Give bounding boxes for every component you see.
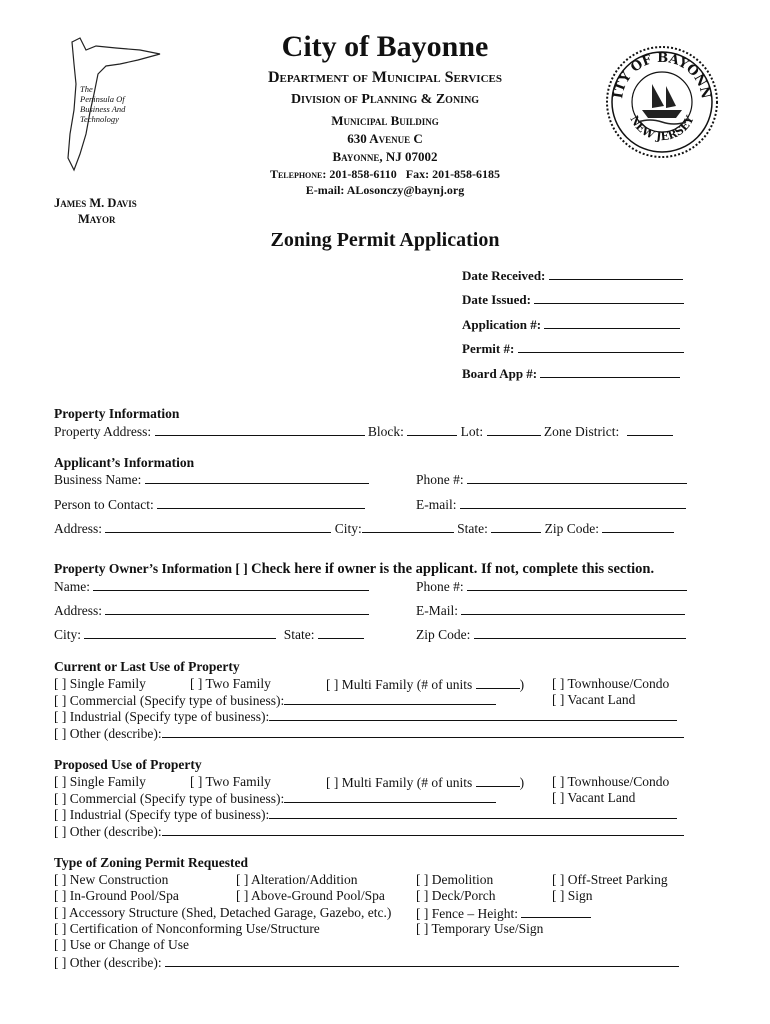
- email-label: E-mail:: [305, 183, 345, 197]
- permit-demolition[interactable]: [ ] Demolition: [416, 872, 494, 887]
- proposed-multi-end: ): [519, 775, 525, 790]
- permit-accessory[interactable]: [ ] Accessory Structure (Shed, Detached Garage, Gazebo, etc.): [54, 905, 392, 920]
- owner-email-label: E-Mail:: [416, 603, 458, 618]
- proposed-multi[interactable]: [ ] Multi Family (# of units: [326, 775, 473, 790]
- current-multi-end: ): [519, 677, 525, 692]
- owner-name-row: [54, 578, 369, 595]
- seal-bottom-text: NEW JERSEY: [627, 113, 697, 144]
- mayor-name: James M. Davis: [54, 196, 137, 210]
- office-date-received: [462, 267, 683, 284]
- current-other-field[interactable]: [162, 725, 684, 738]
- applicant-heading: Applicant’s Information: [54, 455, 195, 470]
- applicant-email-field[interactable]: [460, 496, 686, 509]
- office-application-no: [462, 316, 680, 333]
- owner-name-field[interactable]: [93, 578, 369, 591]
- permit-no-label: Permit #:: [462, 341, 515, 356]
- street-line: 630 Avenue C: [347, 131, 423, 146]
- telephone-label: Telephone:: [269, 167, 327, 181]
- owner-email-row: [416, 602, 685, 619]
- date-received-field[interactable]: [549, 267, 683, 280]
- permit-alteration[interactable]: [ ] Alteration/Addition: [236, 872, 358, 887]
- current-vacant[interactable]: [ ] Vacant Land: [552, 692, 636, 707]
- applicant-address-label: Address:: [54, 521, 102, 536]
- proposed-commercial-row: [54, 790, 496, 807]
- owner-same-checkbox[interactable]: [ ]: [235, 561, 248, 576]
- current-commercial[interactable]: [ ] Commercial (Specify type of business):: [54, 693, 285, 708]
- board-app-no-field[interactable]: [540, 365, 680, 378]
- application-no-field[interactable]: [544, 316, 680, 329]
- owner-name-label: Name:: [54, 579, 90, 594]
- current-industrial[interactable]: [ ] Industrial (Specify type of business):: [54, 709, 270, 724]
- property-address-label: Property Address:: [54, 424, 152, 439]
- permit-other-field[interactable]: [165, 954, 679, 967]
- proposed-vacant[interactable]: [ ] Vacant Land: [552, 790, 636, 805]
- fax-label: Fax:: [405, 167, 430, 181]
- applicant-email-row: [416, 496, 686, 513]
- business-name-field[interactable]: [145, 471, 369, 484]
- permit-other-row: [54, 954, 679, 971]
- owner-address-row: [54, 602, 369, 619]
- permit-no-field[interactable]: [518, 340, 684, 353]
- proposed-commercial-field[interactable]: [284, 790, 496, 803]
- lot-label: Lot:: [460, 424, 484, 439]
- citystate-line: Bayonne, NJ 07002: [332, 149, 438, 164]
- current-commercial-field[interactable]: [284, 692, 496, 705]
- proposed-town[interactable]: [ ] Townhouse/Condo: [552, 774, 670, 789]
- owner-zip-row: [416, 626, 686, 643]
- applicant-address-row: [54, 520, 674, 537]
- proposed-other-field[interactable]: [162, 823, 684, 836]
- permit-temporary[interactable]: [ ] Temporary Use/Sign: [416, 921, 544, 936]
- contact-row: [54, 496, 365, 513]
- date-issued-field[interactable]: [534, 291, 684, 304]
- city-seal: [604, 44, 720, 164]
- owner-city-label: City:: [54, 627, 82, 642]
- property-address-field[interactable]: [155, 423, 365, 436]
- contact-label: Person to Contact:: [54, 497, 154, 512]
- current-units-field[interactable]: [476, 676, 520, 689]
- applicant-city-label: City:: [334, 521, 362, 536]
- applicant-phone-label: Phone #:: [416, 472, 464, 487]
- proposed-industrial-field[interactable]: [269, 806, 677, 819]
- map-text-line: Technology: [80, 114, 119, 124]
- property-address-row: [54, 423, 673, 440]
- permit-inground-pool[interactable]: [ ] In-Ground Pool/Spa: [54, 888, 179, 903]
- proposed-commercial[interactable]: [ ] Commercial (Specify type of business):: [54, 791, 285, 806]
- owner-address-label: Address:: [54, 603, 102, 618]
- division-name: Division of Planning & Zoning: [290, 92, 480, 107]
- permit-change-of-use[interactable]: [ ] Use or Change of Use: [54, 937, 189, 952]
- applicant-zip-field[interactable]: [602, 520, 674, 533]
- applicant-phone-row: [416, 471, 687, 488]
- telephone-line: [0, 167, 770, 182]
- applicant-email-label: E-mail:: [416, 497, 457, 512]
- mayor-title: Mayor: [78, 212, 116, 226]
- email-address[interactable]: ALosonczy@baynj.org: [346, 183, 465, 197]
- business-name-label: Business Name:: [54, 472, 142, 487]
- board-app-no-label: Board App #:: [462, 366, 538, 381]
- contact-field[interactable]: [157, 496, 365, 509]
- permit-sign[interactable]: [ ] Sign: [552, 888, 593, 903]
- current-multi[interactable]: [ ] Multi Family (# of units: [326, 677, 473, 692]
- permit-fence-row: [416, 905, 591, 922]
- current-other-row: [54, 725, 684, 742]
- building-line: Municipal Building: [331, 113, 439, 128]
- business-name-row: [54, 471, 369, 488]
- seal-top-text: ITY OF BAYONN: [611, 50, 714, 101]
- map-text-line: Peninsula Of: [80, 94, 125, 104]
- city-title: City of Bayonne: [281, 30, 489, 63]
- permit-fence[interactable]: [ ] Fence – Height:: [416, 906, 518, 921]
- owner-state-field[interactable]: [318, 626, 364, 639]
- proposed-units-field[interactable]: [476, 774, 520, 787]
- proposed-industrial[interactable]: [ ] Industrial (Specify type of business):: [54, 807, 270, 822]
- office-board-app-no: [462, 365, 680, 382]
- proposed-two[interactable]: [ ] Two Family: [190, 774, 271, 789]
- proposed-other[interactable]: [ ] Other (describe):: [54, 824, 162, 839]
- applicant-zip-label: Zip Code:: [544, 521, 600, 536]
- permit-parking[interactable]: [ ] Off-Street Parking: [552, 872, 668, 887]
- owner-phone-field[interactable]: [467, 578, 687, 591]
- block-label: Block:: [367, 424, 404, 439]
- proposed-use-heading: Proposed Use of Property: [54, 757, 202, 772]
- date-issued-label: Date Issued:: [462, 292, 531, 307]
- owner-heading: Property Owner’s Information: [54, 561, 232, 576]
- fence-height-field[interactable]: [521, 905, 591, 918]
- office-permit-no: [462, 340, 684, 357]
- current-use-heading: Current or Last Use of Property: [54, 659, 240, 674]
- department-name: Department of Municipal Services: [267, 69, 502, 86]
- zone-district-label: Zone District:: [543, 424, 620, 439]
- owner-address-field[interactable]: [105, 602, 369, 615]
- map-text-line: Business And: [80, 104, 126, 114]
- seal-icon: [604, 44, 720, 160]
- owner-phone-row: [416, 578, 687, 595]
- owner-email-field[interactable]: [461, 602, 685, 615]
- permit-aboveground-pool[interactable]: [ ] Above-Ground Pool/Spa: [236, 888, 385, 903]
- zone-district-field[interactable]: [627, 423, 673, 436]
- permit-deck[interactable]: [ ] Deck/Porch: [416, 888, 496, 903]
- permit-type-heading: Type of Zoning Permit Requested: [54, 855, 248, 870]
- map-text-line: The: [80, 84, 93, 94]
- date-received-label: Date Received:: [462, 268, 546, 283]
- current-commercial-row: [54, 692, 496, 709]
- applicant-state-label: State:: [457, 521, 488, 536]
- office-date-issued: [462, 291, 684, 308]
- owner-city-row: [54, 626, 364, 643]
- permit-certificate[interactable]: [ ] Certification of Nonconforming Use/Structure: [54, 921, 320, 936]
- owner-instruction: Check here if owner is the applicant. If not, complete this section.: [251, 561, 655, 577]
- current-town[interactable]: [ ] Townhouse/Condo: [552, 676, 670, 691]
- owner-phone-label: Phone #:: [416, 579, 464, 594]
- permit-new-construction[interactable]: [ ] New Construction: [54, 872, 169, 887]
- permit-other[interactable]: [ ] Other (describe):: [54, 955, 162, 970]
- current-two[interactable]: [ ] Two Family: [190, 676, 271, 691]
- proposed-other-row: [54, 823, 684, 840]
- current-industrial-row: [54, 708, 677, 725]
- block-field[interactable]: [407, 423, 457, 436]
- lot-field[interactable]: [487, 423, 541, 436]
- applicant-address-field[interactable]: [105, 520, 331, 533]
- applicant-city-field[interactable]: [362, 520, 454, 533]
- telephone-number: 201-858-6110: [329, 167, 397, 181]
- current-single[interactable]: [ ] Single Family: [54, 676, 146, 691]
- applicant-phone-field[interactable]: [467, 471, 687, 484]
- fax-number: 201-858-6185: [432, 167, 501, 181]
- current-other[interactable]: [ ] Other (describe):: [54, 726, 162, 741]
- owner-state-label: State:: [283, 627, 315, 642]
- property-heading: Property Information: [54, 406, 180, 421]
- ship-icon: [638, 84, 686, 124]
- owner-heading-row: [54, 561, 654, 578]
- proposed-industrial-row: [54, 806, 677, 823]
- owner-zip-label: Zip Code:: [416, 627, 471, 642]
- form-title: Zoning Permit Application: [270, 229, 500, 251]
- application-no-label: Application #:: [462, 317, 542, 332]
- applicant-state-field[interactable]: [491, 520, 541, 533]
- owner-zip-field[interactable]: [474, 626, 686, 639]
- current-multi-row: [326, 676, 524, 693]
- proposed-multi-row: [326, 774, 524, 791]
- owner-city-field[interactable]: [84, 626, 276, 639]
- proposed-single[interactable]: [ ] Single Family: [54, 774, 146, 789]
- current-industrial-field[interactable]: [269, 708, 677, 721]
